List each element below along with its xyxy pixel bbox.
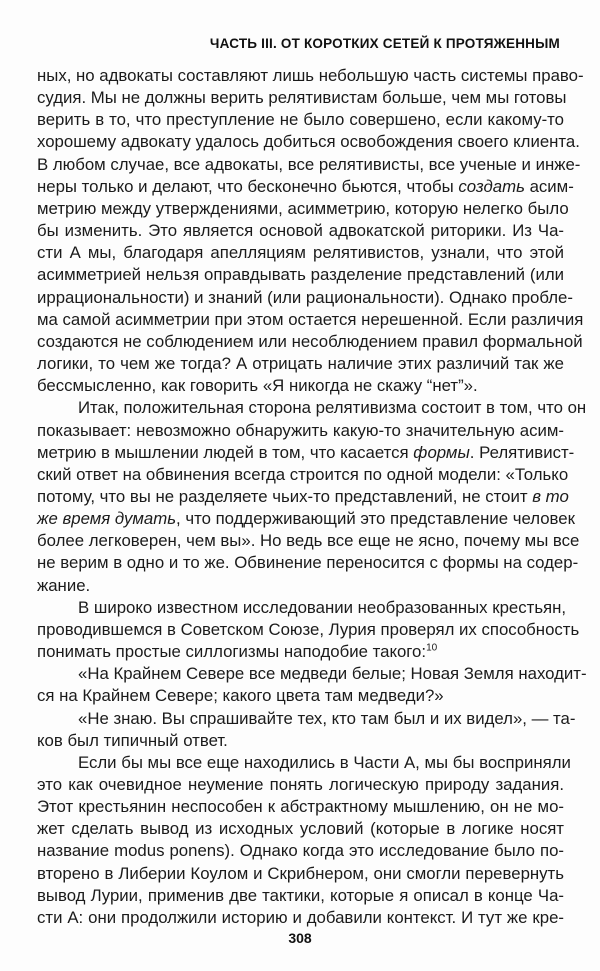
text-line: судия. Мы не должны верить релятивистам больше, чем мы готовы: [37, 88, 567, 108]
footnote-marker: 10: [426, 642, 438, 654]
text-line: хорошему адвокату удалось добиться освобождения своего клиента.: [37, 132, 580, 152]
italic-run: формы: [413, 442, 470, 462]
paragraph-2: [37, 397, 587, 596]
text-line: бы изменить. Это является основой адвокатской риторики. Из Ча-: [37, 221, 564, 241]
text-line: сти А мы, благодаря апелляциям релятивистов, узнали, что этой: [37, 243, 564, 263]
text-run: метрию в мышлении людей в том, что касается: [37, 442, 414, 462]
paragraph-1: [37, 65, 584, 397]
text-line: название modus ponens). Однако когда это исследование было по-: [37, 841, 564, 861]
text-run: асим-: [524, 176, 574, 196]
text-line: бессмысленно, как говорить «Я никогда не скажу “нет”».: [37, 376, 478, 396]
body-text: [37, 65, 587, 929]
text-line: В любом случае, все адвокаты, все релятивисты, все ученые и инже-: [37, 154, 581, 174]
text-line: «На Крайнем Севере все медведи белые; Новая Земля находит-: [78, 664, 587, 684]
text-line: ков был типичный ответ.: [37, 730, 228, 750]
text-line: [37, 176, 574, 198]
text-line: [37, 508, 575, 530]
text-line: ма самой асимметрии при этом остается нерешенной. Если различия: [37, 309, 584, 329]
text-line: иррациональности) и знаний (или рациональности). Однако пробле-: [37, 287, 573, 307]
text-run: понимать простые силлогизмы наподобие такого:: [37, 642, 427, 662]
text-line: создаются не соблюдением или несоблюдением правил формальной: [37, 331, 583, 351]
text-line: Итак, положительная сторона релятивизма состоит в том, что он: [78, 398, 587, 418]
text-line: В широко известном исследовании необразованных крестьян,: [78, 597, 567, 617]
text-line: это как очевидное неумение понять логическую природу задания.: [37, 775, 564, 794]
text-line: проводившемся в Советском Союзе, Лурия проверял их способность: [37, 619, 580, 639]
text-run: , что поддерживающий это представление человек: [176, 509, 575, 529]
text-line: ся на Крайнем Севере; какого цвета там медведи?»: [37, 686, 444, 706]
text-line: более легковерен, чем вы». Но ведь все еще не ясно, почему мы все: [37, 531, 580, 551]
text-line: ных, но адвокаты составляют лишь небольшую часть системы право-: [37, 66, 584, 85]
text-line: [37, 486, 569, 508]
italic-run: создать: [458, 176, 525, 196]
paragraph-4: [37, 663, 587, 707]
text-line: [37, 442, 575, 464]
text-line: вывод Лурии, применив две тактики, которые я описал в конце Ча-: [37, 885, 564, 905]
text-line: ский ответ на обвинения всегда строится по одной модели: «Только: [37, 464, 569, 484]
text-line: показывает: невозможно обнаружить какую-то значительную асим-: [37, 420, 564, 440]
text-line: сти А: они продолжили историю и добавили контекст. И тут же кре-: [37, 907, 564, 927]
page-number: 308: [288, 930, 312, 946]
text-line: жание.: [37, 575, 91, 595]
text-line: не верим в одно и то же. Обвинение переносится с формы на содер-: [37, 553, 579, 573]
text-line: метрию между утверждениями, асимметрию, которую нелегко было: [37, 198, 569, 218]
italic-run: же время думать: [37, 509, 177, 529]
text-run: потому, что вы не разделяете чьих-то представлений, не стоит: [37, 486, 533, 506]
paragraph-6: [37, 752, 571, 929]
text-line: логики, то чем же тогда? А отрицать наличие этих различий так же: [37, 354, 564, 374]
italic-run: в то: [532, 486, 569, 506]
text-line: [37, 641, 564, 663]
text-run: неры только и делают, что бесконечно бьются, чтобы: [37, 176, 459, 196]
text-run: . Релятивист-: [469, 442, 575, 462]
text-line: верить в то, что преступление не было совершено, если какому-то: [37, 110, 564, 130]
paragraph-5: [37, 708, 576, 752]
paragraph-3: [37, 597, 580, 663]
text-line: жет сделать вывод из исходных условий (которые в логике носят: [37, 819, 564, 839]
text-line: Если бы мы все еще находились в Части А, мы бы восприняли: [78, 752, 571, 772]
text-line: асимметрией нельзя оправдывать разделение представлений (или: [37, 265, 564, 285]
running-head: ЧАСТЬ III. ОТ КОРОТКИХ СЕТЕЙ К ПРОТЯЖЕННЫМ: [209, 36, 560, 51]
text-line: вторено в Либерии Коулом и Скрибнером, они смогли перевернуть: [37, 863, 564, 883]
text-line: «Не знаю. Вы спрашивайте тех, кто там был и их видел», — та-: [78, 708, 576, 728]
text-line: Этот крестьянин неспособен к абстрактному мышлению, он не мо-: [37, 797, 564, 817]
